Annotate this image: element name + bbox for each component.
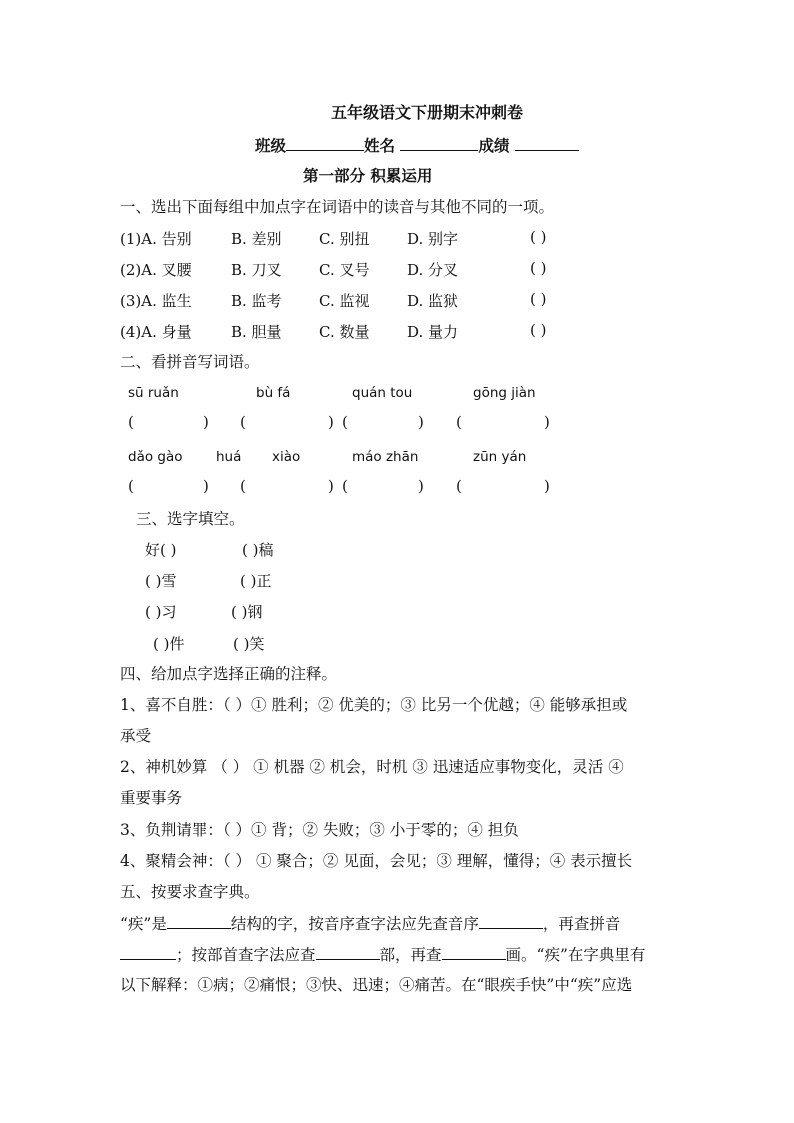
q5-paragraph-line bbox=[120, 913, 620, 934]
pinyin: xiào bbox=[272, 449, 301, 465]
q5-text: “疾”是 bbox=[120, 915, 167, 933]
q3-instruction: 三、选字填空。 bbox=[136, 510, 245, 528]
pinyin: zūn yán bbox=[473, 449, 527, 465]
answer-paren-open[interactable]: ( bbox=[456, 413, 462, 431]
radical-blank[interactable] bbox=[316, 944, 380, 960]
exam-title: 五年级语文下册期末冲刺卷 bbox=[331, 103, 524, 122]
fill-blank-item[interactable]: ( )雪 bbox=[145, 572, 177, 590]
q1-option-b: B. 差别 bbox=[231, 230, 282, 248]
answer-paren-close: ) bbox=[544, 477, 550, 495]
pinyin: máo zhān bbox=[352, 449, 419, 465]
q1-option-d: D. 分叉 bbox=[407, 261, 459, 279]
q1-answer-paren[interactable]: ( ) bbox=[530, 228, 547, 246]
q5-instruction: 五、按要求查字典。 bbox=[120, 883, 260, 901]
q1-option-c: C. 数量 bbox=[319, 323, 370, 341]
q5-text: 画。“疾”在字典里有 bbox=[505, 946, 646, 964]
answer-paren-close: ) bbox=[418, 413, 424, 431]
answer-paren-close: ) bbox=[203, 413, 209, 431]
pinyin: huá bbox=[216, 449, 242, 465]
q5-text: 结构的字，按音序查字法应先查音序 bbox=[230, 915, 479, 933]
q4-item: 1、喜不自胜：（ ）① 胜利；② 优美的；③ 比另一个优越；④ 能够承担或 bbox=[120, 696, 628, 714]
answer-paren-open[interactable]: ( bbox=[342, 477, 348, 495]
q5-paragraph-line bbox=[120, 944, 645, 965]
q1-option-b: B. 胆量 bbox=[231, 323, 282, 341]
q5-text: ；按部首查字法应查 bbox=[176, 946, 316, 964]
pinyin: sū ruǎn bbox=[128, 385, 179, 401]
score-blank[interactable] bbox=[515, 135, 579, 151]
fill-blank-item[interactable]: ( )钢 bbox=[231, 603, 263, 621]
fill-blank-item[interactable]: ( )正 bbox=[240, 572, 272, 590]
class-label: 班级 bbox=[255, 136, 287, 155]
q1-option-c: C. 监视 bbox=[319, 292, 370, 310]
q1-instruction: 一、选出下面每组中加点字在词语中的读音与其他不同的一项。 bbox=[120, 198, 555, 216]
answer-paren-close: ) bbox=[544, 413, 550, 431]
q5-text: ，再查拼音 bbox=[542, 915, 621, 933]
answer-paren-open[interactable]: ( bbox=[456, 477, 462, 495]
q1-option-a: (2)A. 叉腰 bbox=[120, 261, 192, 279]
pinyin-blank[interactable] bbox=[120, 944, 176, 960]
answer-paren-close: ) bbox=[328, 413, 334, 431]
q1-answer-paren[interactable]: ( ) bbox=[530, 321, 547, 339]
q1-option-d: D. 监狱 bbox=[407, 292, 459, 310]
answer-paren-open[interactable]: ( bbox=[128, 477, 134, 495]
fill-blank-item[interactable]: ( )习 bbox=[145, 603, 177, 621]
pinyin: gōng jiàn bbox=[473, 385, 536, 401]
initial-letter-blank[interactable] bbox=[479, 913, 543, 929]
q1-option-d: D. 别字 bbox=[407, 230, 459, 248]
answer-paren-close: ) bbox=[418, 477, 424, 495]
q1-answer-paren[interactable]: ( ) bbox=[530, 259, 547, 277]
answer-paren-open[interactable]: ( bbox=[240, 477, 246, 495]
pinyin: dǎo gào bbox=[128, 449, 183, 465]
q4-item: 2、神机妙算 （ ） ① 机器 ② 机会，时机 ③ 迅速适应事物变化，灵活 ④ bbox=[120, 758, 624, 776]
q1-answer-paren[interactable]: ( ) bbox=[530, 290, 547, 308]
name-label: 姓名 bbox=[364, 136, 396, 155]
pinyin: quán tou bbox=[352, 385, 413, 401]
q4-item: 3、负荆请罪：（ ）① 背；② 失败；③ 小于零的；④ 担负 bbox=[120, 821, 519, 839]
part1-heading: 第一部分 积累运用 bbox=[303, 166, 433, 185]
q5-text: 部，再查 bbox=[379, 946, 442, 964]
q2-instruction: 二、看拼音写词语。 bbox=[120, 353, 260, 371]
q4-item: 4、聚精会神：（ ） ① 聚合；② 见面，会见；③ 理解，懂得；④ 表示擅长 bbox=[120, 852, 633, 870]
q1-option-b: B. 刀叉 bbox=[231, 261, 282, 279]
answer-paren-open[interactable]: ( bbox=[342, 413, 348, 431]
q1-option-c: C. 叉号 bbox=[319, 261, 370, 279]
stroke-count-blank[interactable] bbox=[442, 944, 506, 960]
q1-option-a: (3)A. 监生 bbox=[120, 292, 192, 310]
fill-blank-item[interactable]: ( )件 bbox=[153, 635, 185, 653]
pinyin: bù fá bbox=[256, 385, 291, 401]
structure-blank[interactable] bbox=[167, 913, 231, 929]
fill-blank-item[interactable]: ( )笑 bbox=[233, 635, 265, 653]
q4-instruction: 四、给加点字选择正确的注释。 bbox=[120, 665, 338, 683]
fill-blank-item[interactable]: 好( ) bbox=[145, 541, 177, 559]
q1-option-a: (4)A. 身量 bbox=[120, 323, 192, 341]
q1-option-c: C. 别扭 bbox=[319, 230, 370, 248]
q1-option-a: (1)A. 告别 bbox=[120, 230, 192, 248]
q1-option-d: D. 量力 bbox=[407, 323, 459, 341]
answer-paren-close: ) bbox=[203, 477, 209, 495]
student-info-line bbox=[255, 135, 579, 156]
answer-paren-close: ) bbox=[328, 477, 334, 495]
q5-paragraph-line: 以下解释：①病；②痛恨；③快、迅速；④痛苦。在“眼疾手快”中“疾”应选 bbox=[120, 976, 633, 994]
name-blank[interactable] bbox=[400, 135, 478, 151]
q4-item-continued: 承受 bbox=[120, 727, 152, 745]
answer-paren-open[interactable]: ( bbox=[240, 413, 246, 431]
answer-paren-open[interactable]: ( bbox=[128, 413, 134, 431]
q4-item-continued: 重要事务 bbox=[120, 789, 183, 807]
fill-blank-item[interactable]: ( )稿 bbox=[242, 541, 274, 559]
score-label: 成绩 bbox=[478, 136, 510, 155]
q1-option-b: B. 监考 bbox=[231, 292, 282, 310]
class-blank[interactable] bbox=[286, 135, 364, 151]
